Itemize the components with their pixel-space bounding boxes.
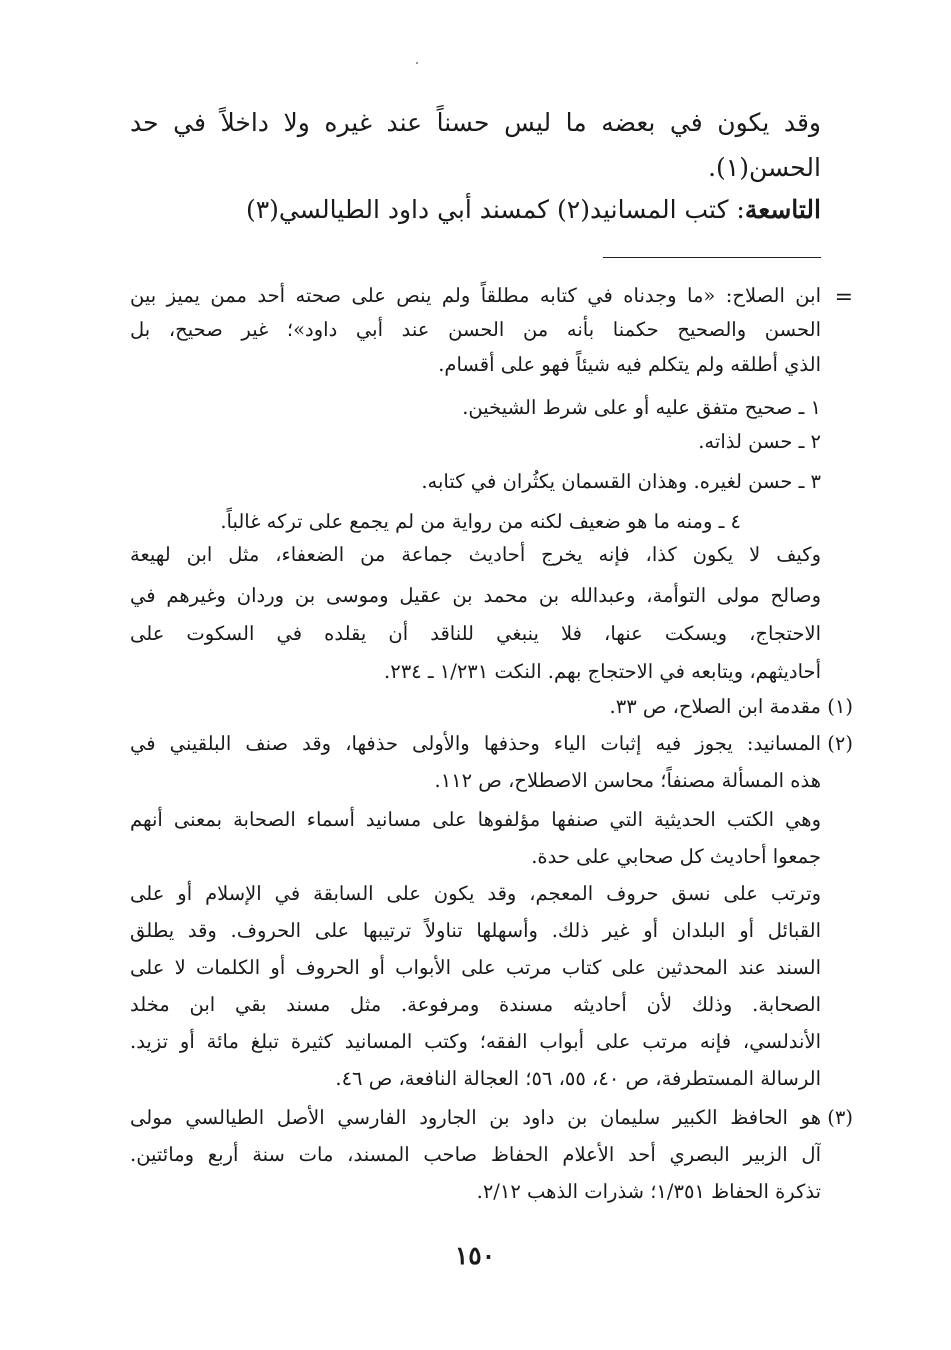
footnote-2-line: الأندلسي، فإنه مرتب على أبواب الفقه؛ وكتب المسانيد كثيرة تبلغ مائة أو تزيد. [130, 1030, 821, 1053]
main-text-line-1: وقد يكون في بعضه ما ليس حسناً عند غيره ولا داخلاً في حد [130, 108, 821, 137]
footnote-line: الحسن والصحيح حكمنا بأنه من الحسن عند أبي داود»؛ غير صحيح، بل [130, 318, 821, 341]
footnote-2-line: وهي الكتب الحديثية التي صنفها مؤلفوها على مسانيد أسماء الصحابة بمعنى أنهم [130, 808, 821, 831]
main-text-line-3 [130, 190, 821, 230]
footnote-2-line: المسانيد: يجوز فيه إثبات الياء وحذفها والأولى حذفها، وقد صنف البلقيني في [130, 732, 821, 755]
footnote-2-line: القبائل أو البلدان أو غير ذلك. وأسهلها تناولاً ترتيبها على الحروف. وقد يطلق [130, 919, 821, 942]
footnote-line: وصالح مولى التوأمة، وعبدالله بن محمد بن عقيل وموسى بن وردان وغيرهم في [130, 584, 821, 607]
footnote-3-line: آل الزبير البصري أحد الأعلام الحفاظ صاحب المسند، مات سنة أربع ومائتين. [130, 1143, 821, 1166]
footnote-line: ٣ ـ حسن لغيره. وهذان القسمان يكثُران في كتابه. [421, 470, 821, 493]
footnote-2-line: السند عند المحدثين على كتاب مرتب على الأبواب أو الحروف أو الكلمات لا على [130, 956, 821, 979]
footnote-line: الاحتجاج، ويسكت عنها، فلا ينبغي للناقد أن يقلده في السكوت على [130, 622, 821, 645]
footnote-line: ٤ ـ ومنه ما هو ضعيف لكنه من رواية من لم يجمع على تركه غالباً. [220, 510, 741, 533]
footnote-1-line: مقدمة ابن الصلاح، ص ٣٣. [609, 695, 821, 718]
footnote-2-line: الصحابة. وذلك لأن أحاديثه مسندة ومرفوعة. مثل مسند بقي ابن مخلد [130, 993, 821, 1016]
footnote-line: أحاديثهم، ويتابعه في الاحتجاج بهم. النكت ١/٢٣١ ـ ٢٣٤. [384, 660, 821, 683]
footnote-3-line: هو الحافظ الكبير سليمان بن داود بن الجارود الفارسي الأصل الطيالسي مولى [130, 1106, 821, 1129]
footnote-line: وكيف لا يكون كذا، فإنه يخرج أحاديث جماعة من الضعفاء، مثل ابن لهيعة [130, 543, 821, 566]
footnote-continuation-marker: = [834, 285, 853, 310]
footnote-line: ٢ ـ حسن لذاته. [698, 430, 821, 453]
footnote-2-line: وترتب على نسق حروف المعجم، وقد يكون على السابقة في الإسلام أو على [130, 882, 821, 905]
page-number: ١٥٠ [454, 1241, 496, 1270]
section-lead-rest: : كتب المسانيد(٢) كمسند أبي داود الطيالسي(٣) [245, 195, 745, 224]
footnote-3-line: تذكرة الحفاظ ١/٣٥١؛ شذرات الذهب ٢/١٢. [476, 1180, 821, 1203]
footnote-line: الذي أطلقه ولم يتكلم فيه شيئاً فهو على أقسام. [438, 353, 821, 376]
footnote-number-3: (٣) [827, 1106, 853, 1129]
footnote-2-line: هذه المسألة مصنفاً؛ محاسن الاصطلاح، ص ١١٢. [434, 769, 821, 792]
main-text-line-2: الحسن(١). [708, 153, 821, 182]
scan-mark [416, 62, 418, 64]
footnote-line: ابن الصلاح: «ما وجدناه في كتابه مطلقاً ولم ينص على صحته أحد ممن يميز بين [130, 284, 821, 307]
section-lead-word: التاسعة [744, 195, 821, 224]
footnote-separator [603, 257, 821, 258]
footnote-number-1: (١) [827, 695, 853, 718]
footnote-2-line: جمعوا أحاديث كل صحابي على حدة. [531, 845, 821, 868]
footnote-number-2: (٢) [827, 732, 853, 755]
footnote-2-line: الرسالة المستطرفة، ص ٤٠، ٥٥، ٥٦؛ العجالة النافعة، ص ٤٦. [335, 1067, 821, 1090]
footnote-line: ١ ـ صحيح متفق عليه أو على شرط الشيخين. [462, 396, 821, 419]
